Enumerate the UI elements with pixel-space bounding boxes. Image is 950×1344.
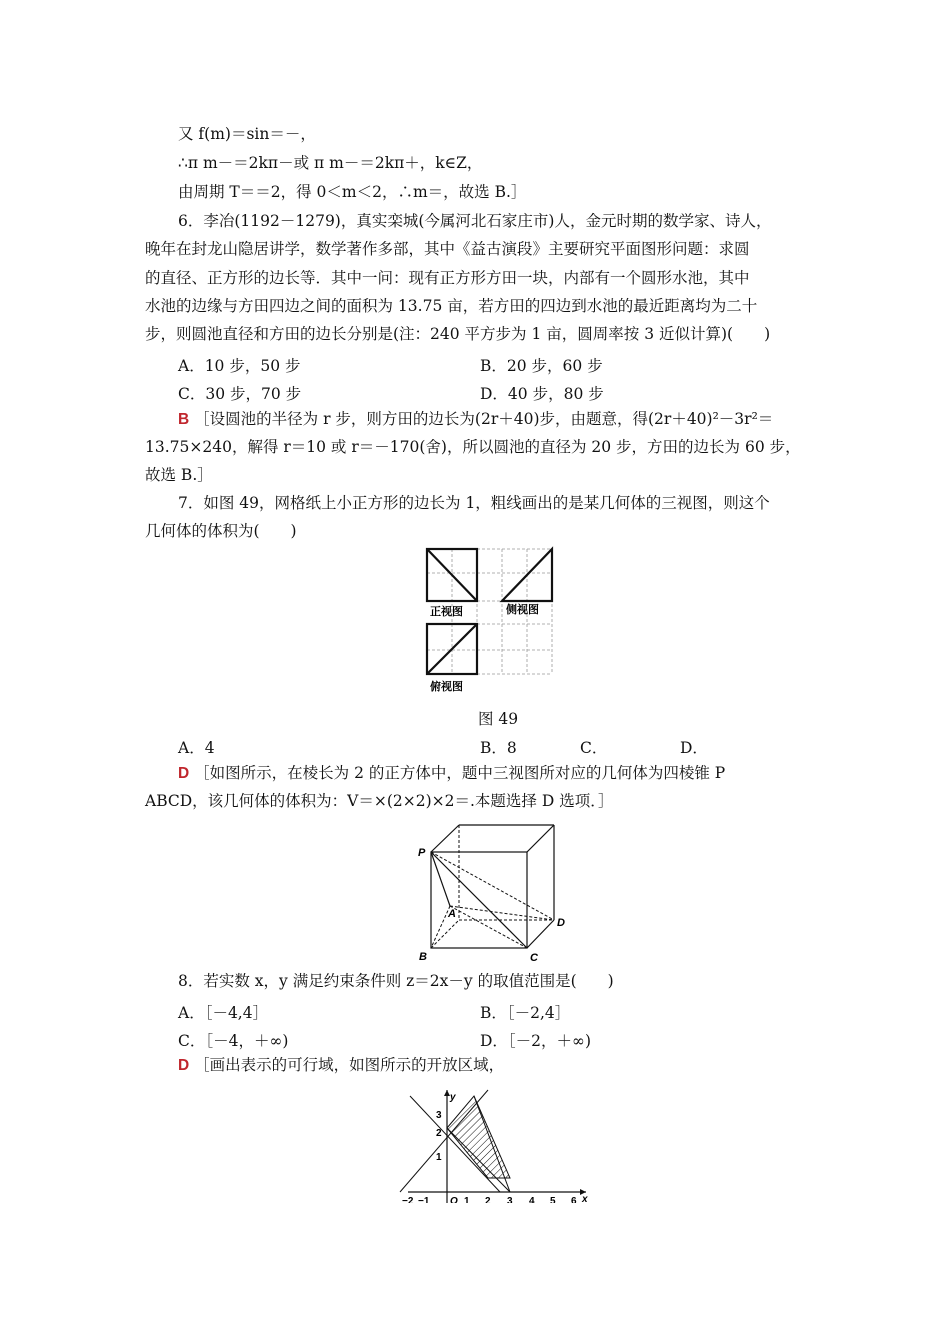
q8-text: 8．若实数 x，y 满足约束条件则 z＝2x－y 的取值范围是( ) xyxy=(178,972,614,990)
q6-text-2: 晚年在封龙山隐居讲学，数学著作多部，其中《益古演段》主要研究平面图形问题：求圆 xyxy=(145,240,750,258)
y-tick-1: 1 xyxy=(436,1152,442,1163)
x-tick-2: 2 xyxy=(485,1196,491,1203)
q8-explain-text: ［画出表示的可行域，如图所示的开放区域， xyxy=(194,1056,505,1074)
q8-option-c: C．［－4，＋∞) xyxy=(178,1032,289,1050)
front-view-label: 正视图 xyxy=(430,606,463,618)
feasible-region-graph xyxy=(390,1088,590,1203)
q6-text-5: 步，则圆池直径和方田的边长分别是(注：240 平方步为 1 亩，圆周率按 3 近似计算)( ) xyxy=(145,325,771,343)
q6-answer: B xyxy=(178,411,190,428)
q7-text-2: 几何体的体积为( ) xyxy=(145,522,297,540)
q7-explain-2: ABCD，该几何体的体积为：V＝×(2×2)×2＝.本题选择 D 选项．］ xyxy=(145,792,614,810)
solution-line-2: ∴π m－＝2kπ－或 π m－＝2kπ＋，k∈Z， xyxy=(178,154,483,172)
solution-line-1: 又 f(m)＝sin＝－， xyxy=(178,125,316,143)
x-tick-4: 4 xyxy=(529,1196,535,1203)
q6-option-a: A．10 步，50 步 xyxy=(178,357,301,375)
q7-explain-text-1: ［如图所示，在棱长为 2 的正方体中，题中三视图所对应的几何体为四棱锥 P xyxy=(194,764,726,782)
y-tick-2: 2 xyxy=(436,1128,442,1139)
cube-label-a: A xyxy=(448,908,456,920)
q7-text-1: 7．如图 49，网格纸上小正方形的边长为 1，粗线画出的是某几何体的三视图，则这个 xyxy=(178,494,770,512)
q6-option-c: C．30 步，70 步 xyxy=(178,385,302,403)
q7-option-b: B．8 xyxy=(480,739,517,757)
q6-explain-3: 故选 B.］ xyxy=(145,466,213,484)
x-tick-neg1: −1 xyxy=(418,1196,430,1203)
q6-explain-2: 13.75×240，解得 r＝10 或 r＝－170(舍)，所以圆池的直径为 20 步，方田的边长为 60 步， xyxy=(145,438,801,456)
cube-label-p: P xyxy=(418,847,426,859)
q8-explain xyxy=(178,1057,504,1074)
x-tick-6: 6 xyxy=(571,1196,577,1203)
cube-label-c: C xyxy=(530,952,538,964)
q6-option-d: D．40 步，80 步 xyxy=(480,385,604,403)
q7-option-d: D． xyxy=(680,739,708,757)
cube-label-d: D xyxy=(557,917,565,929)
y-tick-3: 3 xyxy=(436,1110,442,1121)
y-axis-label: y xyxy=(450,1092,456,1103)
x-tick-1: 1 xyxy=(464,1196,470,1203)
q6-explain-1 xyxy=(178,411,773,428)
q8-option-b: B．［－2,4］ xyxy=(480,1004,571,1022)
cube-figure xyxy=(414,820,574,965)
solution-line-3: 由周期 T＝＝2，得 0＜m＜2，∴m＝，故选 B.］ xyxy=(178,183,527,201)
x-tick-neg2: −2 xyxy=(402,1196,414,1203)
q7-explain-1 xyxy=(178,765,725,782)
q6-explain-text-1: ［设圆池的半径为 r 步，则方田的边长为(2r＋40)步，由题意，得(2r＋40)²－3r²＝ xyxy=(194,410,774,428)
side-view-label: 侧视图 xyxy=(506,604,539,616)
three-view-figure xyxy=(420,546,560,696)
q6-text-1: 6．李冶(1192－1279)，真实栾城(今属河北石家庄市)人，金元时期的数学家、诗人， xyxy=(178,212,772,230)
x-axis-label: x xyxy=(582,1194,588,1203)
q8-option-a: A．［－4,4］ xyxy=(178,1004,269,1022)
q6-text-4: 水池的边缘与方田四边之间的面积为 13.75 亩，若方田的四边到水池的最近距离均为二十 xyxy=(145,297,758,315)
q8-answer: D xyxy=(178,1057,190,1074)
figure-caption: 图 49 xyxy=(478,710,519,728)
x-tick-origin: O xyxy=(450,1196,458,1203)
x-tick-5: 5 xyxy=(550,1196,556,1203)
q7-option-c: C． xyxy=(580,739,608,757)
cube-label-b: B xyxy=(419,951,427,963)
top-view-label: 俯视图 xyxy=(430,681,463,693)
q6-option-b: B．20 步，60 步 xyxy=(480,357,603,375)
x-tick-3: 3 xyxy=(507,1196,513,1203)
q8-option-d: D．［－2，＋∞) xyxy=(480,1032,591,1050)
q7-option-a: A．4 xyxy=(178,739,215,757)
q6-text-3: 的直径、正方形的边长等．其中一问：现有正方形方田一块，内部有一个圆形水池，其中 xyxy=(145,269,750,287)
q7-answer: D xyxy=(178,765,190,782)
